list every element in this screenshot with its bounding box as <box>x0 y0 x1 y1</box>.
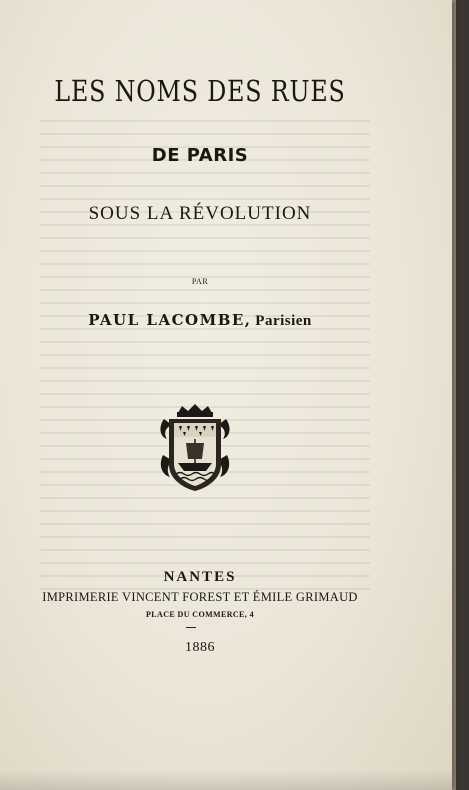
book-title: LES NOMS DES RUES <box>54 74 346 108</box>
imprint-printer: IMPRIMERIE VINCENT FOREST ET ÉMILE GRIMAUD <box>42 590 358 604</box>
book-subtitle: DE PARIS <box>151 145 249 166</box>
divider <box>186 627 196 628</box>
author-name: PAUL LACOMBE, <box>88 311 252 329</box>
imprint-address: PLACE DU COMMERCE, 4 <box>146 610 254 619</box>
author-qualifier: Parisien <box>255 313 312 329</box>
nantes-coat-of-arms-icon <box>158 403 232 493</box>
by-label: PAR <box>191 277 209 286</box>
imprint-city: NANTES <box>163 569 237 585</box>
publication-year: 1886 <box>185 640 215 655</box>
bleed-through-text <box>40 120 370 590</box>
page-shadow <box>0 770 452 790</box>
author-line <box>0 311 400 330</box>
book-subtitle-secondary: SOUS LA RÉVOLUTION <box>88 203 312 224</box>
